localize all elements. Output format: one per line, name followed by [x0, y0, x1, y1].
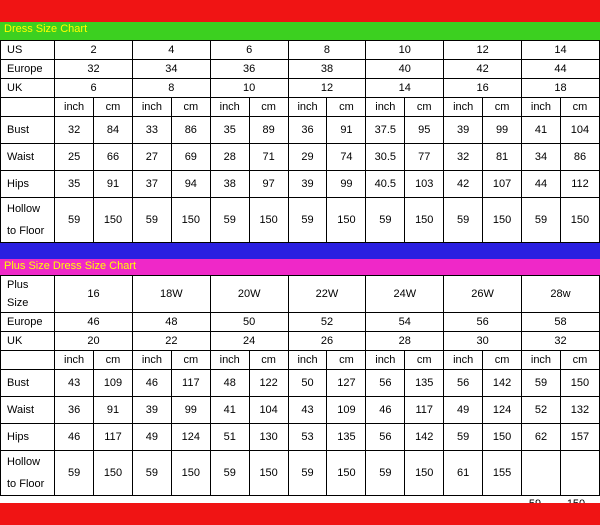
unit-cm: cm [94, 351, 133, 370]
bottom-red-band [0, 503, 600, 525]
cell: 35 [55, 171, 94, 198]
plus-size-cell: 28w [522, 276, 600, 313]
cell: 150 [405, 198, 444, 243]
unit-inch: inch [522, 351, 561, 370]
cell: 49 [132, 424, 171, 451]
cell: 56 [366, 370, 405, 397]
cell: 109 [94, 370, 133, 397]
row-label-europe: Europe [1, 313, 55, 332]
cell: 43 [288, 397, 327, 424]
row-label-uk: UK [1, 332, 55, 351]
cell: 74 [327, 144, 366, 171]
cell: 56 [366, 424, 405, 451]
cell: 91 [94, 397, 133, 424]
row-label-hollow-line2: to Floor [1, 220, 55, 243]
cell: 150 [483, 198, 522, 243]
uk-size-cell: 10 [210, 79, 288, 98]
eu-size-cell: 58 [522, 313, 600, 332]
table-row-europe [1, 313, 600, 332]
cell: 135 [327, 424, 366, 451]
table-row-us [1, 41, 600, 60]
unit-cm: cm [483, 98, 522, 117]
cell: 81 [483, 144, 522, 171]
table-row [1, 144, 600, 171]
table-row-uk [1, 332, 600, 351]
eu-size-cell: 44 [522, 60, 600, 79]
unit-inch: inch [522, 98, 561, 117]
table-row-europe [1, 60, 600, 79]
unit-inch: inch [132, 351, 171, 370]
unit-inch: inch [444, 98, 483, 117]
table-row-plus [1, 276, 600, 295]
cell: 94 [171, 171, 210, 198]
top-red-band [0, 0, 600, 22]
dress-size-table [0, 40, 600, 243]
cell: 150 [94, 451, 133, 496]
unit-inch: inch [210, 351, 249, 370]
cell: 59 [132, 451, 171, 496]
cell: 37 [132, 171, 171, 198]
unit-cm: cm [327, 351, 366, 370]
cell: 150 [171, 198, 210, 243]
unit-cm: cm [327, 98, 366, 117]
us-size-cell: 14 [522, 41, 600, 60]
cell: 32 [55, 117, 94, 144]
table-row [1, 198, 600, 221]
unit-cm: cm [483, 351, 522, 370]
cell: 36 [288, 117, 327, 144]
unit-inch: inch [288, 98, 327, 117]
unit-inch: inch [366, 351, 405, 370]
row-label-bust: Bust [1, 370, 55, 397]
cell: 59 [444, 424, 483, 451]
uk-size-cell: 28 [366, 332, 444, 351]
cell: 51 [210, 424, 249, 451]
blue-divider-band [0, 243, 600, 259]
cell: 28 [210, 144, 249, 171]
cell: 150 [249, 451, 288, 496]
unit-cm: cm [560, 98, 599, 117]
uk-size-cell: 26 [288, 332, 366, 351]
eu-size-cell: 50 [210, 313, 288, 332]
cell: 150 [327, 451, 366, 496]
cell: 41 [522, 117, 561, 144]
cell: 95 [405, 117, 444, 144]
cell: 44 [522, 171, 561, 198]
cell: 103 [405, 171, 444, 198]
cell: 135 [405, 370, 444, 397]
uk-size-cell: 24 [210, 332, 288, 351]
row-label-bust: Bust [1, 117, 55, 144]
cell: 71 [249, 144, 288, 171]
unit-cm: cm [171, 98, 210, 117]
table-row [1, 451, 600, 474]
eu-size-cell: 32 [55, 60, 133, 79]
cell: 150 [560, 370, 599, 397]
row-label-waist: Waist [1, 144, 55, 171]
cell: 117 [94, 424, 133, 451]
cell: 59 [55, 198, 94, 243]
cell: 59 [288, 198, 327, 243]
plus-size-cell: 20W [210, 276, 288, 313]
cell: 150 [171, 451, 210, 496]
cell: 91 [327, 117, 366, 144]
cell: 59 [288, 451, 327, 496]
cell: 62 [522, 424, 561, 451]
uk-size-cell: 12 [288, 79, 366, 98]
row-label-hollow-line1: Hollow [1, 451, 55, 474]
cell: 124 [171, 424, 210, 451]
cell: 122 [249, 370, 288, 397]
cell: 59 [210, 451, 249, 496]
cell: 29 [288, 144, 327, 171]
uk-size-cell: 6 [55, 79, 133, 98]
row-label-uk: UK [1, 79, 55, 98]
cell: 69 [171, 144, 210, 171]
cell: 39 [288, 171, 327, 198]
cell: 84 [94, 117, 133, 144]
cell: 48 [210, 370, 249, 397]
cell: 155 [483, 451, 522, 496]
cell: 39 [444, 117, 483, 144]
cell: 41 [210, 397, 249, 424]
unit-inch: inch [210, 98, 249, 117]
cell: 150 [560, 451, 599, 496]
eu-size-cell: 48 [132, 313, 210, 332]
unit-cm: cm [249, 351, 288, 370]
units-corner-cell [1, 351, 55, 370]
row-label-plus-line1: Plus [1, 276, 55, 295]
cell: 97 [249, 171, 288, 198]
eu-size-cell: 42 [444, 60, 522, 79]
cell: 38 [210, 171, 249, 198]
uk-size-cell: 8 [132, 79, 210, 98]
uk-size-cell: 30 [444, 332, 522, 351]
eu-size-cell: 52 [288, 313, 366, 332]
cell: 34 [522, 144, 561, 171]
cell: 30.5 [366, 144, 405, 171]
unit-cm: cm [405, 98, 444, 117]
cell: 66 [94, 144, 133, 171]
plus-size-cell: 22W [288, 276, 366, 313]
cell: 150 [94, 198, 133, 243]
us-size-cell: 4 [132, 41, 210, 60]
cell: 39 [132, 397, 171, 424]
cell: 99 [327, 171, 366, 198]
unit-inch: inch [55, 98, 94, 117]
eu-size-cell: 34 [132, 60, 210, 79]
cell: 59 [55, 451, 94, 496]
unit-cm: cm [171, 351, 210, 370]
cell: 59 [132, 198, 171, 243]
cell: 59 [366, 451, 405, 496]
cell: 117 [405, 397, 444, 424]
eu-size-cell: 40 [366, 60, 444, 79]
row-label-hollow-line1: Hollow [1, 198, 55, 221]
us-size-cell: 12 [444, 41, 522, 60]
us-size-cell: 6 [210, 41, 288, 60]
cell: 49 [444, 397, 483, 424]
plus-size-cell: 24W [366, 276, 444, 313]
cell: 37.5 [366, 117, 405, 144]
cell: 104 [560, 117, 599, 144]
cell: 99 [483, 117, 522, 144]
cell: 109 [327, 397, 366, 424]
us-size-cell: 10 [366, 41, 444, 60]
cell: 59 [522, 198, 561, 243]
table-row-uk [1, 79, 600, 98]
cell: 77 [405, 144, 444, 171]
cell: 59 [210, 198, 249, 243]
plus-size-cell: 18W [132, 276, 210, 313]
cell: 43 [55, 370, 94, 397]
us-size-cell: 8 [288, 41, 366, 60]
cell: 150 [483, 424, 522, 451]
cell: 86 [560, 144, 599, 171]
cell: 59 [522, 370, 561, 397]
uk-size-cell: 18 [522, 79, 600, 98]
cell: 142 [483, 370, 522, 397]
row-label-europe: Europe [1, 60, 55, 79]
cell: 25 [55, 144, 94, 171]
cell: 150 [560, 198, 599, 243]
dress-size-chart-band [0, 22, 600, 40]
cell: 46 [55, 424, 94, 451]
cell: 86 [171, 117, 210, 144]
dress-size-chart-title: Dress Size Chart [4, 23, 88, 35]
eu-size-cell: 38 [288, 60, 366, 79]
cell: 61 [444, 451, 483, 496]
unit-inch: inch [288, 351, 327, 370]
cell: 150 [249, 198, 288, 243]
unit-inch: inch [444, 351, 483, 370]
uk-size-cell: 32 [522, 332, 600, 351]
plus-size-table [0, 275, 600, 496]
plus-size-cell: 26W [444, 276, 522, 313]
unit-inch: inch [366, 98, 405, 117]
unit-inch: inch [55, 351, 94, 370]
cell: 40.5 [366, 171, 405, 198]
cell: 89 [249, 117, 288, 144]
plus-size-chart-title: Plus Size Dress Size Chart [4, 260, 137, 272]
row-label-plus-line2: Size [1, 294, 55, 313]
cell: 59 [522, 451, 561, 496]
table-row-units [1, 98, 600, 117]
eu-size-cell: 54 [366, 313, 444, 332]
uk-size-cell: 14 [366, 79, 444, 98]
unit-inch: inch [132, 98, 171, 117]
table-row [1, 370, 600, 397]
cell: 46 [366, 397, 405, 424]
cell: 53 [288, 424, 327, 451]
cell: 150 [327, 198, 366, 243]
cell: 130 [249, 424, 288, 451]
cell: 42 [444, 171, 483, 198]
cell: 59 [366, 198, 405, 243]
unit-cm: cm [405, 351, 444, 370]
cell: 132 [560, 397, 599, 424]
cell: 52 [522, 397, 561, 424]
uk-size-cell: 20 [55, 332, 133, 351]
row-label-us: US [1, 41, 55, 60]
row-label-waist: Waist [1, 397, 55, 424]
row-label-hips: Hips [1, 424, 55, 451]
cell: 150 [405, 451, 444, 496]
table-row [1, 171, 600, 198]
table-row-units [1, 351, 600, 370]
row-label-hollow-line2: to Floor [1, 473, 55, 496]
cell: 157 [560, 424, 599, 451]
plus-size-chart-band [0, 259, 600, 275]
unit-cm: cm [560, 351, 599, 370]
cell: 91 [94, 171, 133, 198]
cell: 117 [171, 370, 210, 397]
plus-size-cell: 16 [55, 276, 133, 313]
unit-cm: cm [249, 98, 288, 117]
cell: 27 [132, 144, 171, 171]
table-row [1, 117, 600, 144]
cell: 99 [171, 397, 210, 424]
cell: 59 [444, 198, 483, 243]
cell: 36 [55, 397, 94, 424]
cell: 112 [560, 171, 599, 198]
cell: 56 [444, 370, 483, 397]
unit-cm: cm [94, 98, 133, 117]
cell: 107 [483, 171, 522, 198]
table-row [1, 424, 600, 451]
cell: 127 [327, 370, 366, 397]
eu-size-cell: 56 [444, 313, 522, 332]
cell: 35 [210, 117, 249, 144]
eu-size-cell: 36 [210, 60, 288, 79]
cell: 33 [132, 117, 171, 144]
cell: 46 [132, 370, 171, 397]
cell: 104 [249, 397, 288, 424]
cell: 32 [444, 144, 483, 171]
cell: 50 [288, 370, 327, 397]
units-corner-cell [1, 98, 55, 117]
eu-size-cell: 46 [55, 313, 133, 332]
table-row [1, 397, 600, 424]
cell: 142 [405, 424, 444, 451]
us-size-cell: 2 [55, 41, 133, 60]
uk-size-cell: 16 [444, 79, 522, 98]
row-label-hips: Hips [1, 171, 55, 198]
cell: 124 [483, 397, 522, 424]
uk-size-cell: 22 [132, 332, 210, 351]
